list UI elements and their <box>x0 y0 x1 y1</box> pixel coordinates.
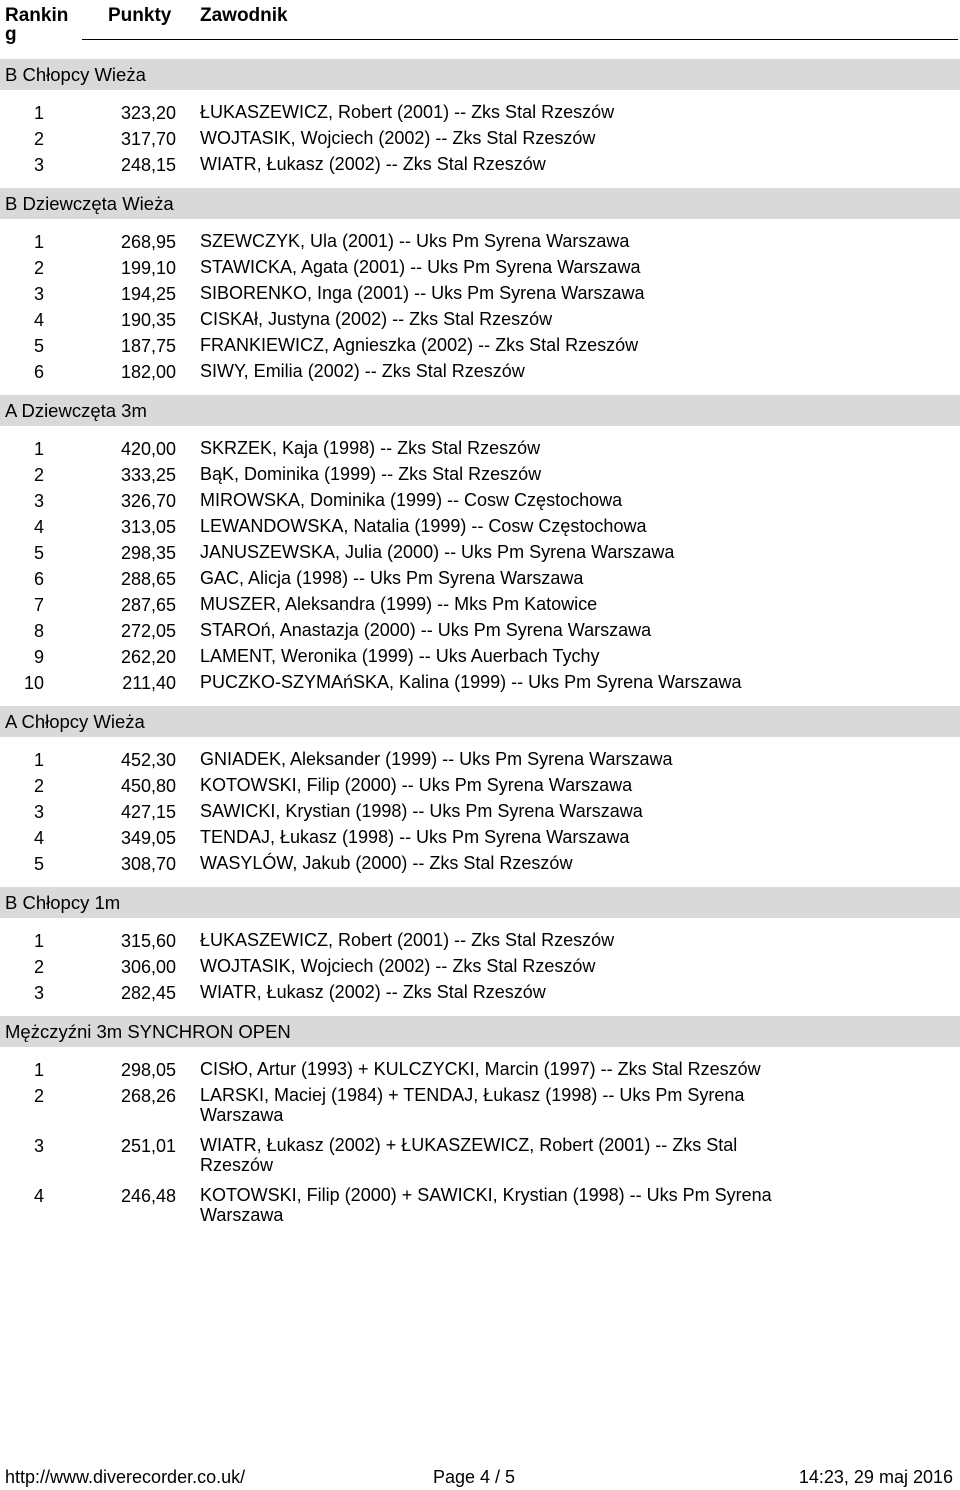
competitor-cell: WOJTASIK, Wojciech (2002) -- Zks Stal Rzeszów <box>200 128 596 148</box>
points-cell: 326,70 <box>120 491 176 511</box>
event-title: A Dziewczęta 3m <box>0 395 960 426</box>
rank-cell: 5 <box>33 854 44 874</box>
points-cell: 317,70 <box>120 129 176 149</box>
event-section <box>0 706 960 879</box>
footer-page-number: Page 4 / 5 <box>433 1467 516 1487</box>
event-section <box>0 1016 960 1235</box>
result-row <box>0 620 960 646</box>
points-cell: 194,25 <box>120 284 176 304</box>
points-cell: 262,20 <box>120 647 176 667</box>
competitor-cell: LEWANDOWSKA, Natalia (1999) -- Cosw Częstochowa <box>200 516 647 536</box>
page-footer <box>0 1467 960 1489</box>
competitor-cell: SKRZEK, Kaja (1998) -- Zks Stal Rzeszów <box>200 438 541 458</box>
result-row <box>0 672 960 698</box>
rank-cell: 5 <box>33 543 44 563</box>
points-cell: 199,10 <box>120 258 176 278</box>
rank-cell: 4 <box>33 828 44 848</box>
result-row <box>0 982 960 1008</box>
event-section <box>0 188 960 387</box>
result-row <box>0 361 960 387</box>
header-divider <box>82 39 958 40</box>
result-row <box>0 827 960 853</box>
result-row <box>0 853 960 879</box>
points-cell: 211,40 <box>122 673 176 693</box>
rank-cell: 4 <box>33 1186 44 1206</box>
result-row <box>0 490 960 516</box>
rank-cell: 3 <box>33 983 44 1003</box>
event-title: B Chłopcy 1m <box>0 887 960 918</box>
rank-cell: 2 <box>33 776 44 796</box>
rank-cell: 4 <box>33 310 44 330</box>
result-row <box>0 309 960 335</box>
rank-cell: 2 <box>33 258 44 278</box>
result-row <box>0 749 960 775</box>
rank-cell: 1 <box>33 1060 44 1080</box>
competitor-cell: LARSKI, Maciej (1984) + TENDAJ, Łukasz (1998) -- Uks Pm Syrena Warszawa <box>200 1085 745 1125</box>
points-cell: 333,25 <box>120 465 176 485</box>
competitor-cell: GNIADEK, Aleksander (1999) -- Uks Pm Syrena Warszawa <box>200 749 673 769</box>
rank-cell: 2 <box>33 465 44 485</box>
points-cell: 450,80 <box>120 776 176 796</box>
result-row <box>0 283 960 309</box>
competitor-cell: WOJTASIK, Wojciech (2002) -- Zks Stal Rzeszów <box>200 956 596 976</box>
points-cell: 268,26 <box>120 1086 176 1106</box>
competitor-cell: TENDAJ, Łukasz (1998) -- Uks Pm Syrena Warszawa <box>200 827 630 847</box>
rank-column-header: Rankin g <box>5 5 69 45</box>
points-cell: 187,75 <box>120 336 176 356</box>
points-cell: 315,60 <box>120 931 176 951</box>
competitor-cell: STAROń, Anastazja (2000) -- Uks Pm Syrena Warszawa <box>200 620 652 640</box>
name-column-header: Zawodnik <box>200 5 288 26</box>
result-row <box>0 1085 960 1135</box>
competitor-cell: WIATR, Łukasz (2002) -- Zks Stal Rzeszów <box>200 982 546 1002</box>
rank-cell: 10 <box>23 673 44 693</box>
result-row <box>0 930 960 956</box>
competitor-cell: SAWICKI, Krystian (1998) -- Uks Pm Syrena Warszawa <box>200 801 643 821</box>
event-title: B Dziewczęta Wieża <box>0 188 960 219</box>
competitor-cell: JANUSZEWSKA, Julia (2000) -- Uks Pm Syrena Warszawa <box>200 542 675 562</box>
result-row <box>0 1135 960 1185</box>
rank-cell: 3 <box>33 802 44 822</box>
points-cell: 452,30 <box>120 750 176 770</box>
result-row <box>0 257 960 283</box>
competitor-cell: WASYLÓW, Jakub (2000) -- Zks Stal Rzeszów <box>200 853 573 873</box>
rank-cell: 3 <box>33 1136 44 1156</box>
rank-cell: 1 <box>33 439 44 459</box>
result-row <box>0 438 960 464</box>
competitor-cell: STAWICKA, Agata (2001) -- Uks Pm Syrena Warszawa <box>200 257 641 277</box>
rank-cell: 1 <box>33 103 44 123</box>
points-cell: 308,70 <box>120 854 176 874</box>
rank-cell: 7 <box>33 595 44 615</box>
rank-cell: 3 <box>33 491 44 511</box>
points-cell: 268,95 <box>120 232 176 252</box>
footer-url[interactable]: http://www.diverecorder.co.uk/ <box>5 1467 246 1487</box>
event-section <box>0 887 960 1008</box>
rank-cell: 3 <box>33 155 44 175</box>
points-cell: 246,48 <box>120 1186 176 1206</box>
result-row <box>0 542 960 568</box>
competitor-cell: CISłO, Artur (1993) + KULCZYCKI, Marcin (1997) -- Zks Stal Rzeszów <box>200 1059 761 1079</box>
competitor-cell: KOTOWSKI, Filip (2000) -- Uks Pm Syrena Warszawa <box>200 775 633 795</box>
competitor-cell: MIROWSKA, Dominika (1999) -- Cosw Częstochowa <box>200 490 623 510</box>
rank-cell: 2 <box>33 1086 44 1106</box>
result-row <box>0 775 960 801</box>
points-cell: 298,05 <box>120 1060 176 1080</box>
rank-cell: 8 <box>33 621 44 641</box>
event-title: B Chłopcy Wieża <box>0 59 960 90</box>
points-cell: 272,05 <box>120 621 176 641</box>
points-cell: 182,00 <box>120 362 176 382</box>
result-row <box>0 801 960 827</box>
rank-cell: 1 <box>33 750 44 770</box>
rank-cell: 2 <box>33 129 44 149</box>
rank-cell: 6 <box>33 569 44 589</box>
rank-cell: 1 <box>33 931 44 951</box>
competitor-cell: FRANKIEWICZ, Agnieszka (2002) -- Zks Stal Rzeszów <box>200 335 639 355</box>
competitor-cell: PUCZKO-SZYMAńSKA, Kalina (1999) -- Uks Pm Syrena Warszawa <box>200 672 742 692</box>
event-title: Mężczyźni 3m SYNCHRON OPEN <box>0 1016 960 1047</box>
competitor-cell: KOTOWSKI, Filip (2000) + SAWICKI, Krystian (1998) -- Uks Pm Syrena Warszawa <box>200 1185 772 1225</box>
competitor-cell: SZEWCZYK, Ula (2001) -- Uks Pm Syrena Warszawa <box>200 231 630 251</box>
competitor-cell: GAC, Alicja (1998) -- Uks Pm Syrena Warszawa <box>200 568 584 588</box>
competitor-cell: WIATR, Łukasz (2002) + ŁUKASZEWICZ, Robert (2001) -- Zks Stal Rzeszów <box>200 1135 738 1175</box>
result-row <box>0 464 960 490</box>
competitor-cell: BąK, Dominika (1999) -- Zks Stal Rzeszów <box>200 464 542 484</box>
rank-cell: 2 <box>33 957 44 977</box>
competitor-cell: SIWY, Emilia (2002) -- Zks Stal Rzeszów <box>200 361 525 381</box>
competitor-cell: SIBORENKO, Inga (2001) -- Uks Pm Syrena Warszawa <box>200 283 645 303</box>
points-cell: 282,45 <box>120 983 176 1003</box>
result-row <box>0 516 960 542</box>
points-cell: 323,20 <box>120 103 176 123</box>
points-cell: 313,05 <box>120 517 176 537</box>
result-row <box>0 335 960 361</box>
points-cell: 287,65 <box>120 595 176 615</box>
rank-cell: 4 <box>33 517 44 537</box>
competitor-cell: MUSZER, Aleksandra (1999) -- Mks Pm Katowice <box>200 594 598 614</box>
points-cell: 298,35 <box>120 543 176 563</box>
points-cell: 427,15 <box>120 802 176 822</box>
points-cell: 288,65 <box>120 569 176 589</box>
competitor-cell: ŁUKASZEWICZ, Robert (2001) -- Zks Stal Rzeszów <box>200 102 615 122</box>
competitor-cell: CISKAł, Justyna (2002) -- Zks Stal Rzeszów <box>200 309 553 329</box>
rank-cell: 3 <box>33 284 44 304</box>
rank-cell: 9 <box>33 647 44 667</box>
results-content <box>0 59 960 1243</box>
competitor-cell: LAMENT, Weronika (1999) -- Uks Auerbach Tychy <box>200 646 600 666</box>
competitor-cell: WIATR, Łukasz (2002) -- Zks Stal Rzeszów <box>200 154 546 174</box>
points-cell: 420,00 <box>120 439 176 459</box>
result-row <box>0 1059 960 1085</box>
results-header <box>0 0 960 44</box>
points-column-header: Punkty <box>108 5 172 26</box>
points-cell: 251,01 <box>120 1136 176 1156</box>
event-section <box>0 59 960 180</box>
result-row <box>0 646 960 672</box>
footer-timestamp: 14:23, 29 maj 2016 <box>798 1467 953 1487</box>
rank-cell: 1 <box>33 232 44 252</box>
result-row <box>0 1185 960 1235</box>
result-row <box>0 956 960 982</box>
points-cell: 190,35 <box>120 310 176 330</box>
result-row <box>0 231 960 257</box>
rank-cell: 6 <box>33 362 44 382</box>
result-row <box>0 128 960 154</box>
result-row <box>0 594 960 620</box>
result-row <box>0 102 960 128</box>
event-title: A Chłopcy Wieża <box>0 706 960 737</box>
event-section <box>0 395 960 698</box>
result-row <box>0 154 960 180</box>
rank-cell: 5 <box>33 336 44 356</box>
points-cell: 248,15 <box>120 155 176 175</box>
competitor-cell: ŁUKASZEWICZ, Robert (2001) -- Zks Stal Rzeszów <box>200 930 615 950</box>
points-cell: 306,00 <box>120 957 176 977</box>
points-cell: 349,05 <box>120 828 176 848</box>
result-row <box>0 568 960 594</box>
